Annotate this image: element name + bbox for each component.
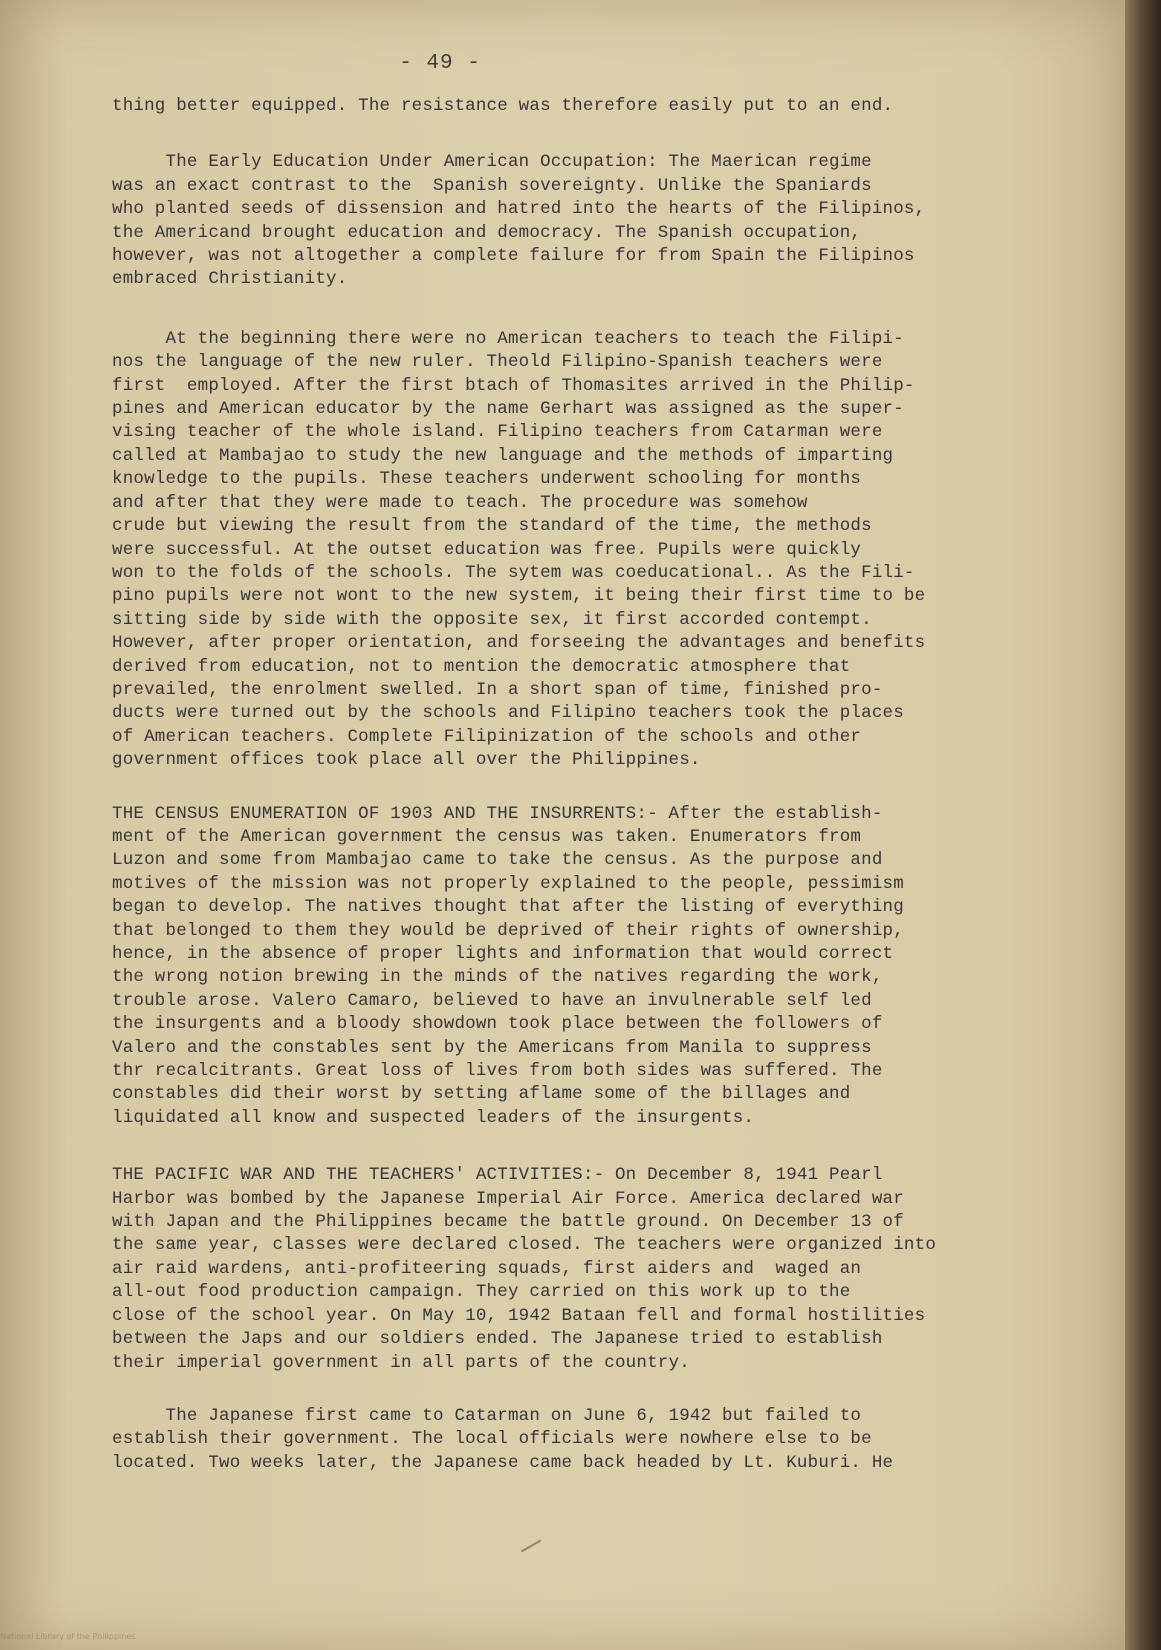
text-line: all-out food production campaign. They carried on this work up to the [112, 1282, 851, 1303]
book-spine-edge [1125, 0, 1161, 1650]
text-line: however, was not altogether a complete failure for from Spain the Filipinos [112, 246, 915, 267]
paragraph-early-education [112, 151, 1052, 291]
text-line: called at Mambajao to study the new language and the methods of imparting [112, 445, 894, 466]
library-watermark: National Library of the Philippines [0, 1632, 136, 1641]
text-line: Valero and the constables sent by the Americans from Manila to suppress [112, 1037, 872, 1058]
text-line: were successful. At the outset education was free. Pupils were quickly [112, 539, 862, 560]
text-line: the insurgents and a bloody showdown took place between the followers of [112, 1014, 883, 1035]
text-line: the Americand brought education and democracy. The Spanish occupation, [112, 222, 862, 243]
text-line: pino pupils were not wont to the new system, it being their first time to be [112, 586, 926, 607]
text-line: THE PACIFIC WAR AND THE TEACHERS' ACTIVITIES:- On December 8, 1941 Pearl [112, 1165, 883, 1186]
text-line: air raid wardens, anti-profiteering squads, first aiders and waged an [112, 1258, 862, 1279]
text-line: prevailed, the enrolment swelled. In a short span of time, finished pro- [112, 679, 883, 700]
text-line: won to the folds of the schools. The sytem was coeducational.. As the Fili- [112, 562, 915, 583]
text-line: the wrong notion brewing in the minds of the natives regarding the work, [112, 967, 883, 988]
paragraph-intro-closing [112, 95, 1052, 118]
text-line: vising teacher of the whole island. Filipino teachers from Catarman were [112, 422, 883, 443]
text-line: Harbor was bombed by the Japanese Imperial Air Force. America declared war [112, 1188, 904, 1209]
text-line: crude but viewing the result from the standard of the time, the methods [112, 516, 872, 537]
page-number: - 49 - [399, 52, 481, 75]
text-line: THE CENSUS ENUMERATION OF 1903 AND THE INSURRENTS:- After the establish- [112, 803, 883, 824]
text-line: pines and American educator by the name Gerhart was assigned as the super- [112, 399, 904, 420]
text-line: between the Japs and our soldiers ended. The Japanese tried to establish [112, 1329, 883, 1350]
text-line: ducts were turned out by the schools and Filipino teachers took the places [112, 703, 904, 724]
text-line: nos the language of the new ruler. Theold Filipino-Spanish teachers were [112, 352, 883, 373]
text-line: motives of the mission was not properly explained to the people, pessimism [112, 873, 904, 894]
paragraph-pacific-war [112, 1164, 1052, 1375]
text-line: with Japan and the Philippines became the battle ground. On December 13 of [112, 1212, 904, 1233]
text-line: hence, in the absence of proper lights and information that would correct [112, 944, 894, 964]
text-line: liquidated all know and suspected leaders of the insurgents. [112, 1107, 755, 1128]
text-line: derived from education, not to mention the democratic atmosphere that [112, 656, 851, 677]
text-line: The Japanese first came to Catarman on June 6, 1942 but failed to [112, 1405, 862, 1426]
text-line: was an exact contrast to the Spanish sovereignty. Unlike the Spaniards [112, 175, 872, 196]
text-line: located. Two weeks later, the Japanese came back headed by Lt. Kuburi. He [112, 1452, 894, 1473]
text-line: and after that they were made to teach. The procedure was somehow [112, 492, 808, 513]
paragraph-american-teachers [112, 328, 1052, 773]
text-line: the same year, classes were declared closed. The teachers were organized into [112, 1235, 937, 1256]
text-line: sitting side by side with the opposite sex, it first accorded contempt. [112, 609, 872, 630]
text-line: began to develop. The natives thought that after the listing of everything [112, 897, 904, 918]
text-line: embraced Christianity. [112, 269, 348, 290]
text-line: close of the school year. On May 10, 1942 Bataan fell and formal hostilities [112, 1305, 926, 1326]
text-line: constables did their worst by setting aflame some of the billages and [112, 1084, 851, 1105]
text-line: first employed. After the first btach of Thomasites arrived in the Philip- [112, 375, 915, 396]
text-line: However, after proper orientation, and forseeing the advantages and benefits [112, 633, 926, 654]
paragraph-japanese-arrival [112, 1405, 1052, 1475]
text-line: trouble arose. Valero Camaro, believed to have an invulnerable self led [112, 990, 872, 1011]
text-line: establish their government. The local officials were nowhere else to be [112, 1429, 872, 1450]
text-line: ment of the American government the census was taken. Enumerators from [112, 826, 862, 847]
text-line: thing better equipped. The resistance was therefore easily put to an end. [112, 96, 894, 116]
text-line: government offices took place all over the Philippines. [112, 750, 701, 771]
text-line: of American teachers. Complete Filipinization of the schools and other [112, 726, 862, 747]
text-line: who planted seeds of dissension and hatred into the hearts of the Filipinos, [112, 199, 926, 220]
text-line: thr recalcitrants. Great loss of lives from both sides was suffered. The [112, 1061, 883, 1082]
text-line: knowledge to the pupils. These teachers underwent schooling for months [112, 469, 862, 490]
pen-mark [521, 1540, 541, 1553]
text-line: Luzon and some from Mambajao came to take the census. As the purpose and [112, 850, 883, 871]
text-line: their imperial government in all parts of the country. [112, 1352, 690, 1373]
text-line: The Early Education Under American Occupation: The Maerican regime [112, 152, 872, 173]
text-line: At the beginning there were no American teachers to teach the Filipi- [112, 328, 904, 349]
document-body [112, 95, 1052, 1502]
text-line: that belonged to them they would be deprived of their rights of ownership, [112, 920, 904, 941]
paragraph-census-enumeration [112, 803, 1052, 1131]
